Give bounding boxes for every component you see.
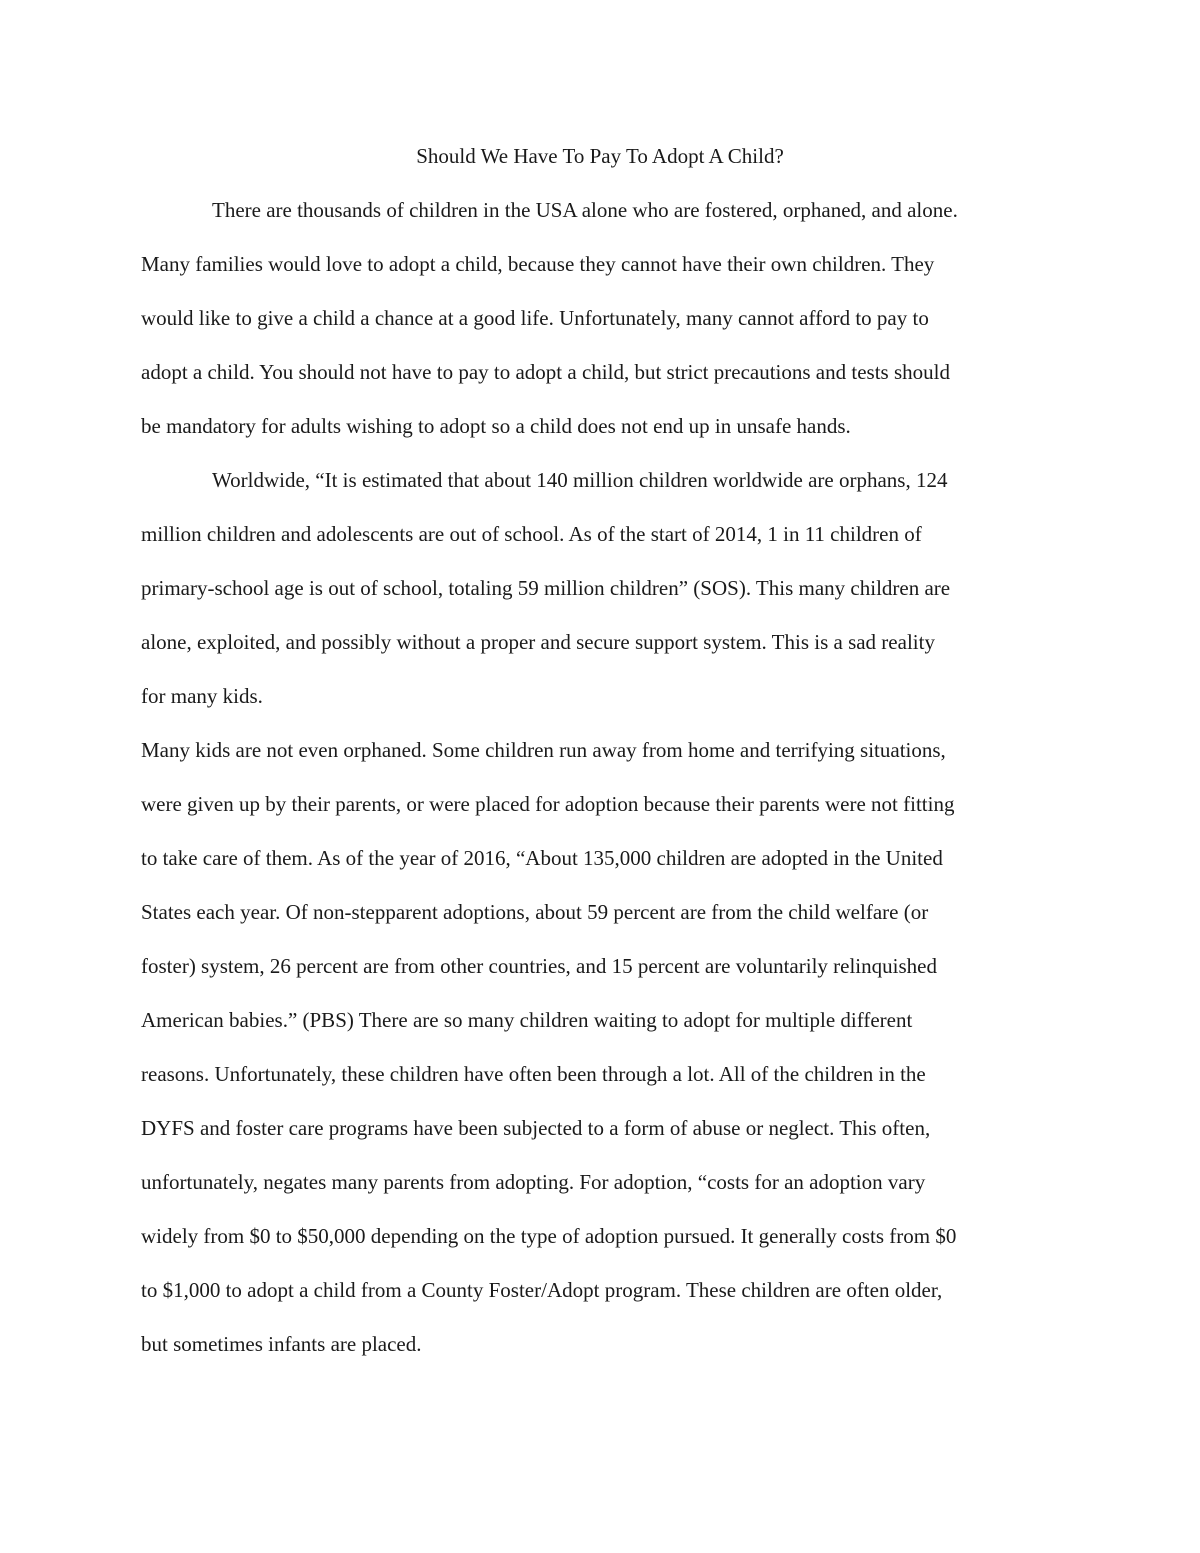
paragraph-2-line-1: Worldwide, “It is estimated that about 140 million children worldwide are orphans, 124	[212, 468, 948, 492]
paragraph-3-line-12: but sometimes infants are placed.	[141, 1332, 422, 1356]
paragraph-1-line-1: There are thousands of children in the USA alone who are fostered, orphaned, and alone.	[212, 198, 958, 222]
paragraph-3-line-9: unfortunately, negates many parents from adopting. For adoption, “costs for an adoption vary	[141, 1170, 926, 1194]
paragraph-3-line-7: reasons. Unfortunately, these children have often been through a lot. All of the children in the	[141, 1062, 926, 1086]
paragraph-2-line-2: million children and adolescents are out of school. As of the start of 2014, 1 in 11 children of	[141, 522, 922, 546]
paragraph-2-line-4: alone, exploited, and possibly without a proper and secure support system. This is a sad reality	[141, 630, 935, 654]
paragraph-2-line-3: primary-school age is out of school, totaling 59 million children” (SOS). This many children are	[141, 576, 951, 600]
paragraph-3-line-3: to take care of them. As of the year of 2016, “About 135,000 children are adopted in the United	[141, 846, 943, 870]
paragraph-3-line-6: American babies.” (PBS) There are so many children waiting to adopt for multiple different	[141, 1008, 913, 1032]
paragraph-1-line-4: adopt a child. You should not have to pay to adopt a child, but strict precautions and tests should	[141, 360, 950, 384]
paragraph-1-line-2: Many families would love to adopt a child, because they cannot have their own children. They	[141, 252, 935, 276]
paragraph-1-line-5: be mandatory for adults wishing to adopt so a child does not end up in unsafe hands.	[141, 414, 851, 438]
paragraph-3-line-1: Many kids are not even orphaned. Some children run away from home and terrifying situations,	[141, 738, 946, 762]
paragraph-3-line-4: States each year. Of non-stepparent adoptions, about 59 percent are from the child welfare (or	[141, 900, 929, 924]
document-body	[141, 129, 1059, 1371]
paragraph-1-line-3: would like to give a child a chance at a good life. Unfortunately, many cannot afford to pay to	[141, 306, 929, 330]
document-title: Should We Have To Pay To Adopt A Child?	[416, 144, 784, 168]
paragraph-3-line-10: widely from $0 to $50,000 depending on the type of adoption pursued. It generally costs from $0	[141, 1224, 957, 1248]
paragraph-3-line-8: DYFS and foster care programs have been subjected to a form of abuse or neglect. This often,	[141, 1116, 931, 1140]
paragraph-3-line-2: were given up by their parents, or were placed for adoption because their parents were not fitting	[141, 792, 955, 816]
paragraph-3-line-5: foster) system, 26 percent are from other countries, and 15 percent are voluntarily relinquished	[141, 954, 937, 978]
paragraph-2-line-5: for many kids.	[141, 684, 263, 708]
paragraph-3-line-11: to $1,000 to adopt a child from a County Foster/Adopt program. These children are often older,	[141, 1278, 943, 1302]
